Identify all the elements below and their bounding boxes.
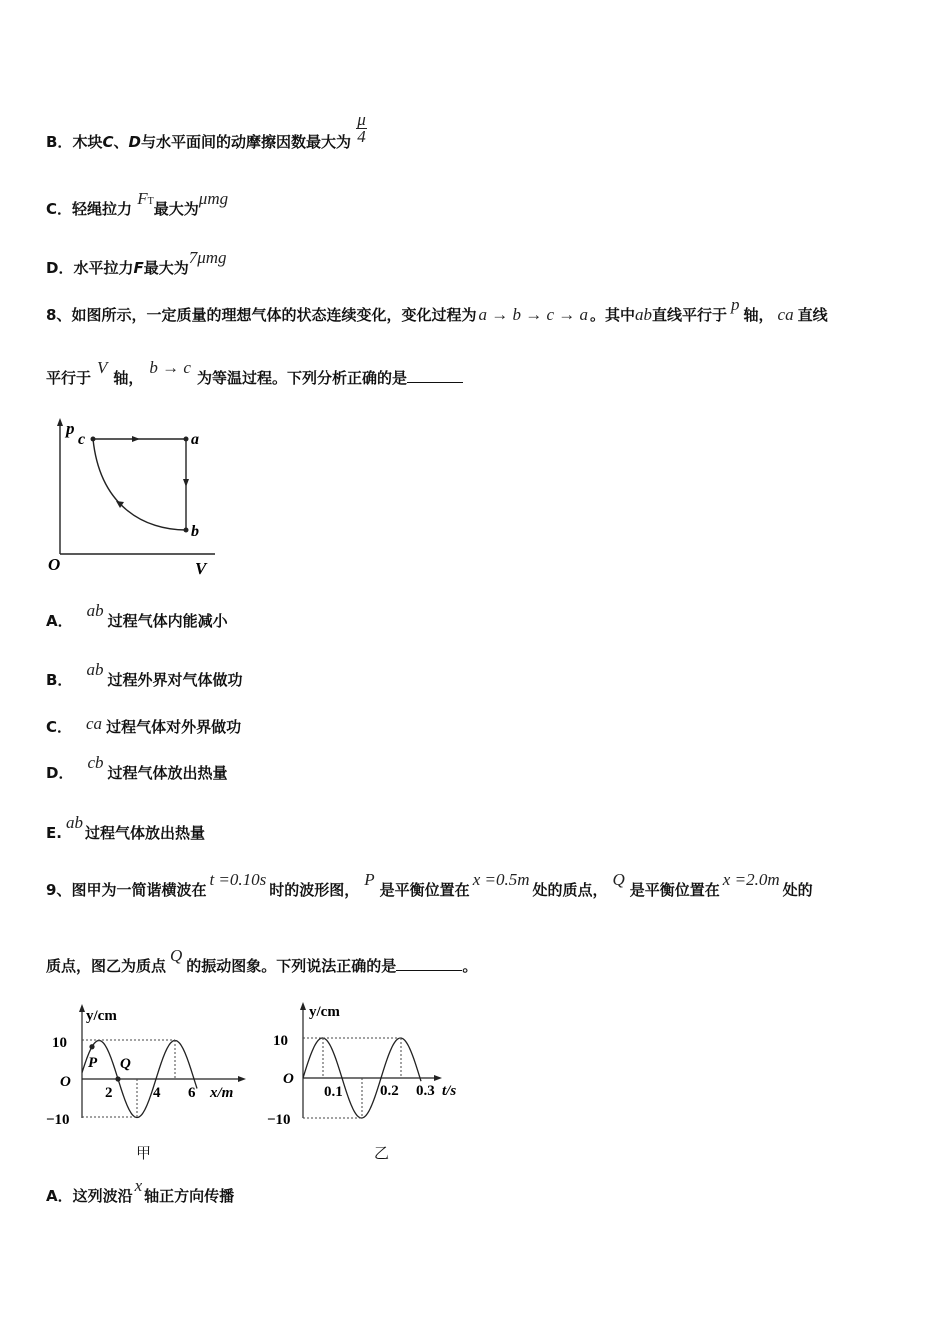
ca-arrow — [132, 436, 140, 442]
option-math: ab — [65, 813, 83, 832]
origin-label: O — [60, 1074, 71, 1090]
stem-text: 为等温过程。下列分析正确的是 — [196, 369, 407, 387]
p-axis-arrow — [57, 418, 63, 426]
q9-stem-line1 — [46, 870, 813, 900]
label-c: C — [102, 133, 114, 151]
stem-text: 的振动图象。下列说法正确的是 — [186, 957, 397, 975]
label-b: b — [191, 523, 199, 540]
x-axis-arrow — [238, 1076, 246, 1082]
origin-label: O — [283, 1071, 294, 1087]
stem-text: 如图所示，一定质量的理想气体的状态连续变化，变化过程为 — [71, 306, 477, 324]
math-ca: ca — [777, 305, 794, 324]
q7-option-d — [46, 248, 227, 278]
ttick-01: 0.1 — [324, 1084, 343, 1100]
point-q — [115, 1076, 120, 1081]
wave-graph-a — [42, 1000, 247, 1155]
q7-option-c — [46, 189, 229, 219]
y-axis-arrow — [79, 1004, 85, 1012]
label-q: Q — [120, 1056, 131, 1072]
option-label: D． — [46, 764, 74, 782]
q8-stem-line2 — [46, 358, 463, 388]
label-a: a — [191, 431, 199, 448]
option-text: 轴正方向传播 — [144, 1187, 235, 1205]
ytick-10: 10 — [52, 1035, 67, 1051]
ttick-03: 0.3 — [416, 1083, 435, 1099]
stem-text: 。其中 — [590, 306, 636, 324]
option-math: ab — [86, 601, 104, 620]
ytick-minus10: −10 — [46, 1112, 70, 1128]
point-b — [184, 528, 189, 533]
stem-text: 时的波形图， — [269, 881, 360, 899]
option-text: 这列波沿 — [72, 1187, 133, 1205]
stem-text: 处的质点， — [532, 881, 608, 899]
q8-stem-line1 — [46, 295, 828, 325]
option-label: A． — [46, 612, 73, 630]
math-v: V — [97, 358, 108, 377]
math-q: Q — [612, 870, 625, 889]
option-label: D． — [46, 259, 74, 277]
path-bc — [93, 439, 186, 530]
force-f: F — [133, 259, 144, 277]
option-text: 过程气体对外界做功 — [106, 718, 242, 736]
question-number: 8、 — [46, 306, 72, 324]
ft: F — [137, 189, 148, 208]
ytick-minus10: −10 — [267, 1112, 291, 1128]
xtick-2: 2 — [105, 1085, 113, 1101]
y-axis-arrow — [300, 1002, 306, 1010]
math-x1: x =0.5m — [472, 870, 530, 889]
option-text: 与水平面间的动摩擦因数最大为 — [140, 133, 351, 151]
option-label: A． — [46, 1187, 73, 1205]
stem-text: 是平衡位置在 — [379, 881, 470, 899]
figure-caption-b: 乙 — [374, 1144, 390, 1162]
option-text: 过程外界对气体做功 — [107, 671, 243, 689]
stem-text: 。 — [462, 957, 478, 975]
stem-text: 是平衡位置在 — [629, 881, 720, 899]
stem-text: 轴， — [113, 369, 144, 387]
t-axis-label: t/s — [442, 1083, 457, 1099]
label-d: D — [128, 133, 141, 151]
stem-text: 处的 — [782, 881, 813, 899]
pv-diagram — [40, 412, 260, 587]
q8-option-a[interactable] — [46, 601, 228, 631]
point-p — [89, 1044, 94, 1049]
cycle-math: a → b → c → a — [478, 305, 588, 324]
option-math: ca — [86, 714, 103, 733]
frac-denominator: 4 — [357, 127, 366, 146]
ab-arrow — [183, 479, 189, 487]
y-axis-label: y/cm — [309, 1004, 340, 1020]
force-value: 7μmg — [188, 248, 227, 267]
point-c — [91, 437, 96, 442]
math-t: t =0.10s — [209, 870, 267, 889]
option-label: C． — [46, 200, 73, 218]
stem-text: 质点，图乙为质点 — [46, 957, 167, 975]
option-text: 过程气体放出热量 — [84, 824, 205, 842]
question-number: 9、 — [46, 881, 72, 899]
q7-option-b — [46, 110, 367, 159]
stem-text: 图甲为一简谐横波在 — [71, 881, 207, 899]
option-label: B． — [46, 133, 73, 151]
tension-value: μmg — [198, 189, 229, 208]
xtick-6: 6 — [188, 1085, 196, 1101]
figure-caption-a: 甲 — [136, 1144, 152, 1162]
q8-option-b[interactable] — [46, 660, 243, 690]
option-math: ab — [86, 660, 104, 679]
option-text: 水平拉力 — [73, 259, 134, 277]
answer-blank[interactable] — [407, 370, 463, 383]
option-text: 轻绳拉力 — [72, 200, 133, 218]
option-text: 最大为 — [153, 200, 199, 218]
q8-option-d[interactable] — [46, 753, 228, 783]
q9-stem-line2 — [46, 946, 478, 976]
q9-option-a[interactable] — [46, 1176, 235, 1206]
stem-text: 轴， — [743, 306, 774, 324]
point-a — [184, 437, 189, 442]
answer-blank[interactable] — [396, 958, 462, 971]
math-x2: x =2.0m — [722, 870, 780, 889]
y-axis-label: y/cm — [86, 1008, 117, 1024]
option-math: cb — [87, 753, 104, 772]
math-x: x — [134, 1176, 143, 1195]
q8-option-c[interactable] — [46, 716, 241, 737]
tension-symbol — [137, 189, 154, 208]
vibration-graph-b — [263, 998, 473, 1153]
math-p: P — [364, 870, 375, 889]
math-ab: ab — [635, 305, 653, 324]
fraction-mu-over-4 — [356, 112, 367, 145]
ft-sub: T — [147, 196, 154, 207]
math-bc: b → c — [149, 358, 191, 377]
option-label: B． — [46, 671, 73, 689]
option-text: 过程气体放出热量 — [107, 764, 228, 782]
option-text: 最大为 — [143, 259, 189, 277]
label-p: p — [66, 419, 75, 438]
frac-numerator: μ — [357, 110, 366, 129]
math-p: p — [731, 295, 740, 314]
option-text: 木块 — [72, 133, 103, 151]
separator: 、 — [113, 133, 129, 151]
option-label: E. — [46, 824, 62, 842]
option-label: C． — [46, 718, 73, 736]
label-o: O — [48, 555, 61, 574]
stem-text: 平行于 — [46, 369, 92, 387]
xtick-4: 4 — [153, 1085, 161, 1101]
label-v: V — [195, 559, 207, 578]
ytick-10: 10 — [273, 1033, 288, 1049]
label-p: P — [88, 1055, 98, 1071]
ttick-02: 0.2 — [380, 1083, 399, 1099]
math-q: Q — [170, 946, 183, 965]
stem-text: 直线平行于 — [652, 306, 728, 324]
q8-option-e[interactable] — [46, 813, 205, 843]
stem-text: 直线 — [797, 306, 828, 324]
label-c: c — [78, 431, 86, 448]
option-text: 过程气体内能减小 — [107, 612, 228, 630]
t-axis-arrow — [434, 1075, 442, 1081]
x-axis-label: x/m — [210, 1085, 234, 1101]
